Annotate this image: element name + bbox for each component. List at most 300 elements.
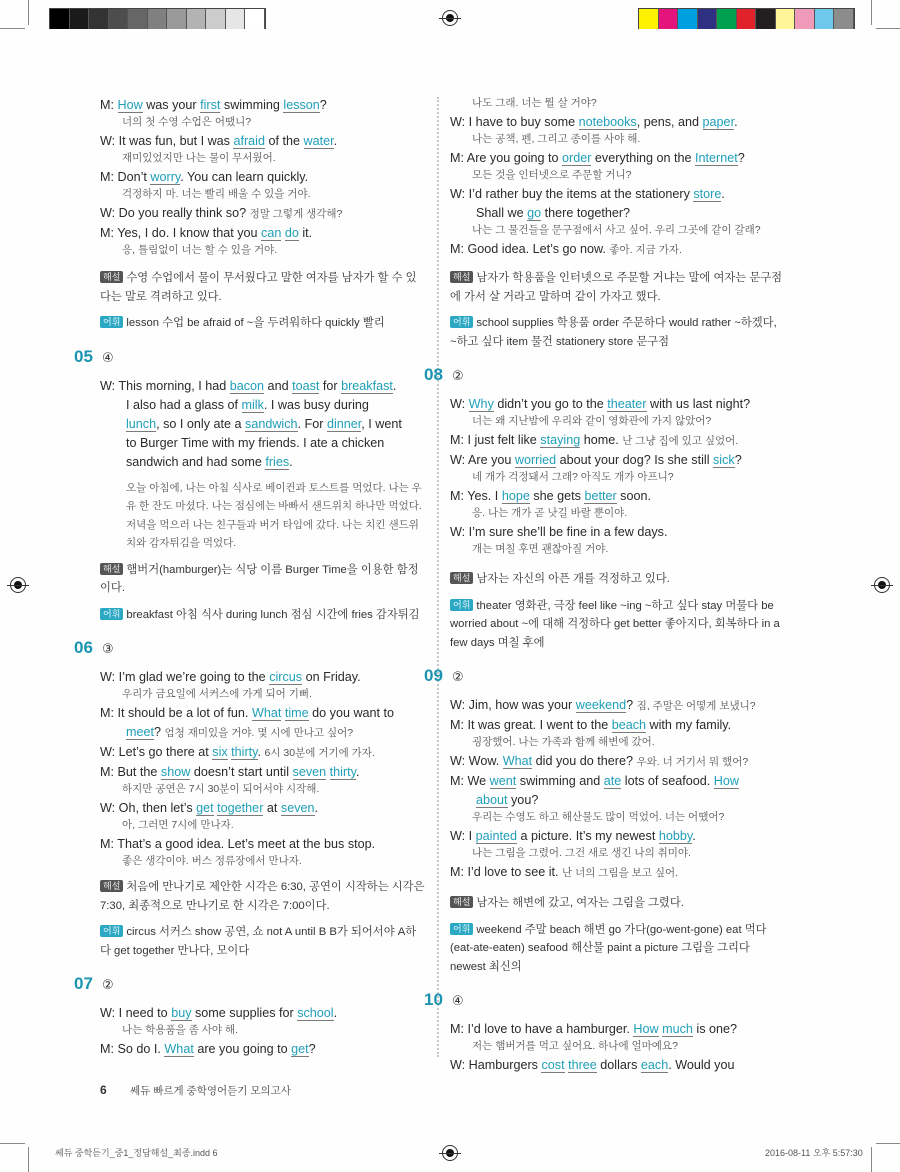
speaker-label: W: — [450, 453, 468, 467]
color-swatch — [187, 9, 207, 29]
question-08-header — [424, 365, 785, 385]
question-number: 10 — [424, 990, 443, 1009]
dialogue-line — [100, 415, 425, 433]
crop-mark — [871, 1147, 872, 1172]
dialogue-line — [100, 799, 425, 817]
korean-translation: 우와. 너 거기서 뭐 했어? — [636, 756, 749, 768]
speaker-label: M: — [100, 98, 118, 112]
keyword-blank: afraid — [233, 134, 265, 148]
dialogue-text: Do you really think so? — [118, 206, 250, 220]
dialogue-text: Hamburgers — [468, 1058, 542, 1072]
color-swatch — [737, 9, 757, 29]
dialogue-text: But the — [117, 765, 161, 779]
vocab-badge: 어휘 — [100, 316, 123, 328]
korean-translation: 나는 그림을 그렸어. 그건 새로 생긴 나의 취미야. — [472, 847, 691, 859]
q09-explanation — [450, 894, 785, 913]
dialogue-line — [450, 863, 785, 882]
dialogue-text: . — [692, 829, 696, 843]
dialogue-line — [450, 204, 785, 222]
dialogue-text: about your dog? Is she still — [556, 453, 713, 467]
answer-choice: ② — [102, 977, 114, 992]
dialogue-text: . — [333, 1006, 338, 1020]
dialogue-text: are you going to — [193, 1042, 292, 1056]
korean-translation: 재미있었지만 나는 물이 무서웠어. — [122, 152, 276, 164]
dialogue-text: ? — [308, 1042, 316, 1056]
explanation-text: 햄버거(hamburger)는 식당 이름 Burger Time을 이용한 함정이다. — [100, 563, 419, 594]
answer-choice: ③ — [102, 641, 114, 656]
dialogue-text: is one? — [692, 1022, 738, 1036]
speaker-label: M: — [450, 1022, 468, 1036]
dialogue-text: with my family. — [646, 718, 732, 732]
korean-translation: 정말 그렇게 생각해? — [249, 208, 343, 220]
dialogue-text: didn’t you go to the — [493, 397, 608, 411]
speaker-label: M: — [100, 1042, 118, 1056]
dialogue-text: I’d rather buy the items at the stationery — [468, 187, 694, 201]
process-color-bar — [638, 8, 855, 29]
dialogue-text: Let’s go there at — [118, 745, 213, 759]
dialogue-text: Good idea. Let’s go now. — [467, 242, 610, 256]
slug-timestamp: 2016-08-11 오후 5:57:30 — [765, 1148, 863, 1158]
keyword-blank: went — [489, 774, 517, 788]
vocab-badge: 어휘 — [450, 599, 473, 611]
color-swatch — [167, 9, 187, 29]
dialogue-text: she gets — [529, 489, 585, 503]
dialogue-line — [100, 1040, 425, 1058]
color-swatch — [89, 9, 109, 29]
dialogue-line — [450, 149, 785, 167]
color-swatch — [639, 9, 659, 29]
dialogue-text: with us last night? — [646, 397, 751, 411]
keyword-blank: get — [291, 1042, 309, 1056]
korean-translation: 모든 것을 인터넷으로 주문할 거니? — [472, 169, 632, 181]
keyword-blank: worry — [150, 170, 181, 184]
dialogue-text: at — [263, 801, 281, 815]
q06-vocab — [100, 923, 425, 960]
color-swatch — [717, 9, 737, 29]
color-swatch — [776, 9, 796, 29]
color-swatch — [50, 9, 70, 29]
korean-translation: 하지만 공연은 7시 30분이 되어서야 시작해. — [122, 783, 320, 795]
vocab-text: lesson 수업 be afraid of ~을 두려워하다 quickly 빨리 — [126, 317, 385, 329]
vocab-text: breakfast 아침 식사 during lunch 점심 시간에 fries 감자튀김 — [126, 608, 420, 621]
keyword-blank: go — [527, 206, 542, 220]
korean-translation: 짐, 주말은 어떻게 보냈니? — [636, 700, 756, 712]
korean-translation: 6시 30분에 거기에 가자. — [264, 747, 375, 759]
dialogue-line — [450, 113, 785, 131]
speaker-label: M: — [100, 226, 118, 240]
explanation-text: 남자는 해변에 갔고, 여자는 그림을 그렸다. — [476, 897, 684, 909]
speaker-label: M: — [450, 774, 468, 788]
color-swatch — [109, 9, 129, 29]
color-swatch — [70, 9, 90, 29]
speaker-label: M: — [100, 170, 118, 184]
dialogue-line — [450, 185, 785, 203]
keyword-blank: each — [640, 1058, 669, 1072]
keyword-blank: painted — [475, 829, 517, 843]
dialogue-text: swimming — [220, 98, 284, 112]
dialogue-text: you? — [507, 793, 539, 807]
speaker-label: W: — [100, 1006, 119, 1020]
vocab-text: theater 영화관, 극장 feel like ~ing ~하고 싶다 stay 머물다 be worried about ~에 대해 걱정하다 get better 좋아지다, 회복하다 in a few days 며칠 후에 — [450, 599, 780, 649]
speaker-label: W: — [450, 829, 469, 843]
color-swatch — [834, 9, 854, 29]
keyword-blank: bacon — [229, 378, 265, 393]
dialogue-text: do you want to — [308, 706, 395, 720]
keyword-blank: six — [212, 745, 228, 759]
dialogue-line — [100, 723, 425, 742]
explanation-text: 남자가 학용품을 인터넷으로 주문할 거냐는 말에 여자는 문구점에 가서 살 거라고 말하며 같이 가자고 했다. — [450, 272, 783, 303]
answer-choice: ④ — [452, 993, 464, 1008]
dialogue-text: It was great. I went to the — [467, 718, 612, 732]
q04-explanation — [100, 269, 425, 306]
dialogue-text: I — [468, 829, 476, 843]
keyword-blank: circus — [269, 670, 303, 684]
keyword-blank: sick — [713, 453, 735, 467]
speaker-label: W: — [100, 801, 119, 815]
q08-vocab — [450, 597, 785, 653]
korean-translation: 걱정하지 마. 너는 빨리 배울 수 있을 거야. — [122, 188, 311, 200]
dialogue-text: everything on the — [591, 151, 696, 165]
dialogue-text: . — [333, 134, 338, 148]
keyword-blank: staying — [540, 433, 581, 447]
korean-translation: 나도 그래. 너는 뭘 살 거야? — [472, 97, 597, 109]
speaker-label: M: — [450, 489, 468, 503]
keyword-blank: get — [196, 801, 214, 815]
dialogue-text: soon. — [616, 489, 651, 503]
dialogue-line — [450, 523, 785, 541]
keyword-blank: lunch — [126, 416, 157, 431]
dialogue-text: ? — [319, 98, 327, 112]
keyword-blank: beach — [611, 718, 647, 732]
korean-translation: 응. 나는 개가 곧 낫길 바랄 뿐이야. — [472, 507, 628, 519]
speaker-label: W: — [450, 397, 469, 411]
keyword-blank: How — [633, 1022, 659, 1036]
color-swatch — [659, 9, 679, 29]
dialogue-text: That’s a good idea. Let’s meet at the bus stop. — [117, 837, 376, 851]
q07-vocab — [450, 314, 785, 351]
q07-dialogue — [100, 1004, 425, 1058]
dialogue-line — [100, 704, 425, 722]
explanation-text: 처음에 만나기로 제안한 시각은 6:30, 공연이 시작하는 시각은 7:30, 최종적으로 만나기로 한 시각은 7:00이다. — [100, 881, 425, 912]
gray-color-bar — [49, 8, 266, 29]
speaker-label: M: — [100, 765, 118, 779]
dialogue-line — [100, 96, 425, 114]
dialogue-line — [450, 1056, 785, 1074]
question-06-header — [74, 638, 425, 658]
question-09-header — [424, 666, 785, 686]
speaker-label: M: — [450, 242, 468, 256]
vocab-badge: 어휘 — [450, 923, 473, 935]
dialogue-text: of the — [264, 134, 304, 148]
answer-choice: ④ — [102, 349, 114, 365]
answer-choice: ② — [452, 669, 464, 684]
dialogue-line — [450, 395, 785, 413]
keyword-blank: How — [713, 774, 739, 788]
keyword-blank: show — [160, 765, 191, 779]
keyword-blank: worried — [514, 453, 557, 467]
dialogue-line — [100, 377, 425, 395]
crop-mark — [876, 1143, 900, 1144]
speaker-label: W: — [450, 187, 469, 201]
keyword-blank: theater — [607, 397, 647, 411]
keyword-blank: first — [200, 98, 221, 112]
crop-mark — [0, 28, 25, 29]
color-swatch — [206, 9, 226, 29]
speaker-label: W: — [100, 134, 119, 148]
question-number: 09 — [424, 666, 443, 685]
vocab-badge: 어휘 — [450, 316, 473, 328]
dialogue-text: Wow. — [468, 754, 503, 768]
keyword-blank: seven — [280, 801, 315, 815]
keyword-blank: ate — [603, 774, 622, 788]
keyword-blank: hope — [501, 489, 530, 503]
vocab-badge: 어휘 — [100, 925, 123, 937]
question-05-header — [74, 347, 425, 367]
question-number: 06 — [74, 638, 93, 657]
keyword-blank: better — [584, 489, 617, 503]
registration-mark-left-icon — [10, 577, 26, 593]
question-number: 05 — [74, 346, 93, 366]
question-number: 08 — [424, 365, 443, 384]
korean-translation: 나는 학용품을 좀 사야 해. — [122, 1024, 239, 1036]
dialogue-text: . For — [297, 416, 327, 431]
q04-vocab — [100, 314, 425, 333]
korean-translation: 너는 왜 지난밤에 우리와 같이 영화관에 가지 않았어? — [472, 415, 712, 427]
dialogue-text: Shall we — [476, 206, 528, 220]
q08-dialogue — [450, 395, 785, 558]
color-swatch — [815, 9, 835, 29]
dialogue-line — [100, 396, 425, 414]
keyword-blank: fries — [265, 454, 290, 469]
speaker-label: M: — [450, 865, 468, 879]
translation-line: 오늘 아침에, 나는 아침 식사로 베이컨과 토스트를 먹었다. 나는 우 — [126, 481, 422, 494]
crop-mark — [28, 1147, 29, 1172]
korean-translation: 응, 틀림없이 너는 할 수 있을 거야. — [122, 244, 278, 256]
korean-translation: 난 그냥 집에 있고 싶었어. — [622, 435, 739, 447]
dialogue-text: ? — [737, 151, 745, 165]
dialogue-text: it. — [298, 226, 313, 240]
keyword-blank: breakfast — [341, 378, 393, 393]
dialogue-line — [100, 743, 425, 762]
dialogue-text: dollars — [596, 1058, 641, 1072]
keyword-blank: buy — [171, 1006, 192, 1020]
q10-dialogue — [450, 1020, 785, 1074]
dialogue-text: some supplies for — [191, 1006, 298, 1020]
color-swatch — [128, 9, 148, 29]
q06-explanation — [100, 878, 425, 915]
korean-translation: 난 너의 그림을 보고 싶어. — [562, 867, 679, 879]
translation-line: 유 한 잔도 마셨다. 나는 점심에는 바빠서 샌드위치 하나만 먹었다. — [126, 500, 422, 512]
q05-vocab — [100, 606, 425, 625]
dialogue-text: and — [264, 378, 293, 393]
dialogue-line — [450, 431, 785, 450]
dialogue-text: I’d love to see it. — [467, 865, 563, 879]
dialogue-text: Yes, I do. I know that you — [117, 226, 262, 240]
dialogue-line — [450, 1020, 785, 1038]
korean-translation: 아, 그러면 7시에 만나자. — [122, 819, 234, 831]
dialogue-line — [100, 668, 425, 686]
dialogue-line — [450, 827, 785, 845]
korean-translation: 개는 며칠 후면 괜찮아질 거야. — [472, 543, 609, 555]
book-title: 쎄듀 빠르게 중학영어듣기 모의고사 — [130, 1085, 291, 1097]
dialogue-text: . You can learn quickly. — [180, 170, 309, 184]
question-number: 07 — [74, 974, 93, 993]
registration-mark-top-icon — [442, 10, 458, 26]
korean-translation: 좋은 생각이야. 버스 정류장에서 만나자. — [122, 855, 302, 867]
dialogue-line — [450, 752, 785, 771]
dialogue-text: doesn’t start until — [190, 765, 293, 779]
dialogue-line — [450, 696, 785, 715]
dialogue-text: We — [467, 774, 490, 788]
translation-line: 저녁을 먹으러 나는 친구들과 버거 타임에 갔다. 나는 치킨 샌드위 — [126, 518, 419, 531]
left-column — [74, 95, 425, 1058]
dialogue-text: home. — [580, 433, 623, 447]
dialogue-text: to Burger Time with my friends. I ate a chicken — [126, 435, 385, 450]
dialogue-line — [100, 224, 425, 242]
keyword-blank: weekend — [575, 698, 627, 712]
keyword-blank: toast — [292, 378, 320, 393]
color-swatch — [678, 9, 698, 29]
dialogue-line — [100, 168, 425, 186]
q05-translation — [100, 479, 425, 553]
dialogue-line — [450, 487, 785, 505]
dialogue-text: . — [257, 745, 265, 759]
dialogue-text: Oh, then let’s — [118, 801, 197, 815]
dialogue-text: did you do there? — [532, 754, 637, 768]
dialogue-line — [100, 835, 425, 853]
dialogue-line — [450, 772, 785, 790]
keyword-blank: What — [251, 706, 282, 720]
dialogue-text: ? — [154, 725, 165, 739]
korean-translation: 나는 공책, 펜, 그리고 종이를 사야 해. — [472, 133, 641, 145]
dialogue-text: . — [734, 115, 738, 129]
color-swatch — [245, 9, 265, 29]
page-number: 6 — [100, 1083, 107, 1097]
keyword-blank: seven — [292, 765, 327, 779]
crop-mark — [876, 28, 900, 29]
speaker-label: W: — [100, 670, 119, 684]
explanation-text: 남자는 자신의 아픈 개를 걱정하고 있다. — [476, 573, 670, 585]
korean-translation: 좋아. 지금 가자. — [609, 244, 682, 256]
dialogue-text: . — [392, 378, 397, 393]
translation-line: 치와 감자튀김을 먹었다. — [126, 537, 237, 549]
dialogue-text: I’m sure she’ll be fine in a few days. — [468, 525, 668, 539]
dialogue-text: ? — [626, 698, 637, 712]
dialogue-line — [450, 240, 785, 259]
dialogue-text: . — [721, 187, 725, 201]
dialogue-text: . — [289, 454, 293, 469]
vocab-text: circus 서커스 show 공연, 쇼 not A until B B가 되어서야 A하다 get together 만나다, 모이다 — [100, 926, 417, 957]
korean-translation: 네 개가 걱정돼서 그래? 아직도 개가 아프니? — [472, 471, 674, 483]
vocab-badge: 어휘 — [100, 608, 123, 620]
explanation-badge: 해설 — [450, 271, 473, 283]
speaker-label: M: — [450, 718, 468, 732]
keyword-blank: thirty — [329, 765, 356, 779]
keyword-blank: school — [297, 1006, 334, 1020]
speaker-label: W: — [450, 525, 469, 539]
korean-translation: 엄청 재미있을 거야. 몇 시에 만나고 싶어? — [164, 727, 354, 739]
q05-explanation — [100, 561, 425, 598]
q04-dialogue — [100, 96, 425, 259]
keyword-blank: much — [662, 1022, 693, 1036]
keyword-blank: Internet — [695, 151, 738, 165]
speaker-label: W: — [450, 698, 469, 712]
dialogue-line — [450, 791, 785, 809]
crop-mark — [28, 0, 29, 25]
speaker-label: M: — [450, 151, 467, 165]
keyword-blank: What — [502, 754, 533, 768]
keyword-blank: lesson — [283, 98, 320, 112]
korean-translation: 우리는 수영도 하고 해산물도 많이 먹었어. 너는 어땠어? — [472, 811, 725, 823]
dialogue-text: This morning, I had — [118, 378, 230, 393]
korean-translation: 우리가 금요일에 서커스에 가게 되어 기뻐. — [122, 688, 312, 700]
dialogue-text: sandwich and had some — [126, 454, 266, 469]
keyword-blank: What — [164, 1042, 194, 1056]
keyword-blank: three — [568, 1058, 597, 1072]
answer-choice: ② — [452, 368, 464, 383]
dialogue-text: was your — [142, 98, 201, 112]
dialogue-text: I’m glad we’re going to the — [118, 670, 270, 684]
keyword-blank: hobby — [658, 829, 693, 843]
right-column — [424, 95, 785, 1074]
dialogue-text: . Would you — [668, 1058, 735, 1072]
dialogue-line — [450, 451, 785, 469]
dialogue-text: lots of seafood. — [621, 774, 714, 788]
vocab-text: school supplies 학용품 order 주문하다 would rather ~하겠다, ~하고 싶다 item 물건 stationery store 문구점 — [450, 317, 777, 348]
color-swatch — [756, 9, 776, 29]
dialogue-text: I need to — [118, 1006, 172, 1020]
dialogue-text: Are you — [467, 453, 515, 467]
dialogue-text: Yes. I — [467, 489, 502, 503]
speaker-label: M: — [100, 837, 118, 851]
explanation-text: 수영 수업에서 물이 무서웠다고 말한 여자를 남자가 할 수 있다는 말로 격려하고 있다. — [100, 272, 417, 303]
dialogue-text: . I was busy during — [263, 397, 369, 412]
keyword-blank: time — [284, 706, 309, 720]
dialogue-text: . — [356, 765, 360, 779]
dialogue-text: Don’t — [117, 170, 151, 184]
question-10-header — [424, 990, 785, 1010]
keyword-blank: about — [476, 793, 508, 807]
q09-dialogue — [450, 696, 785, 882]
speaker-label: W: — [450, 1058, 469, 1072]
korean-translation: 너의 첫 수영 수업은 어땠니? — [122, 116, 252, 128]
dialogue-text: I just felt like — [467, 433, 541, 447]
color-swatch — [148, 9, 168, 29]
explanation-badge: 해설 — [450, 572, 473, 584]
explanation-badge: 해설 — [100, 271, 123, 283]
keyword-blank: store — [693, 187, 722, 201]
dialogue-text: It was fun, but I was — [118, 134, 234, 148]
keyword-blank: paper — [702, 115, 735, 129]
keyword-blank: thirty — [231, 745, 258, 759]
dialogue-text: , pens, and — [636, 115, 703, 129]
dialogue-text: a picture. It’s my newest — [517, 829, 659, 843]
dialogue-text: swimming and — [516, 774, 604, 788]
korean-translation: 굉장했어. 나는 가족과 함께 해변에 갔어. — [472, 736, 655, 748]
crop-mark — [0, 1143, 25, 1144]
column-divider — [437, 97, 439, 1057]
explanation-badge: 해설 — [100, 880, 123, 892]
speaker-label: W: — [100, 378, 119, 393]
q06-dialogue — [100, 668, 425, 870]
dialogue-text: I have to buy some — [468, 115, 579, 129]
dialogue-line — [100, 763, 425, 781]
korean-translation: 나는 그 물건들을 문구점에서 사고 싶어. 우리 그곳에 같이 갈래? — [472, 224, 761, 236]
q09-vocab — [450, 921, 785, 977]
dialogue-text: , so I only ate a — [156, 416, 246, 431]
color-swatch — [795, 9, 815, 29]
keyword-blank: dinner — [326, 416, 362, 431]
